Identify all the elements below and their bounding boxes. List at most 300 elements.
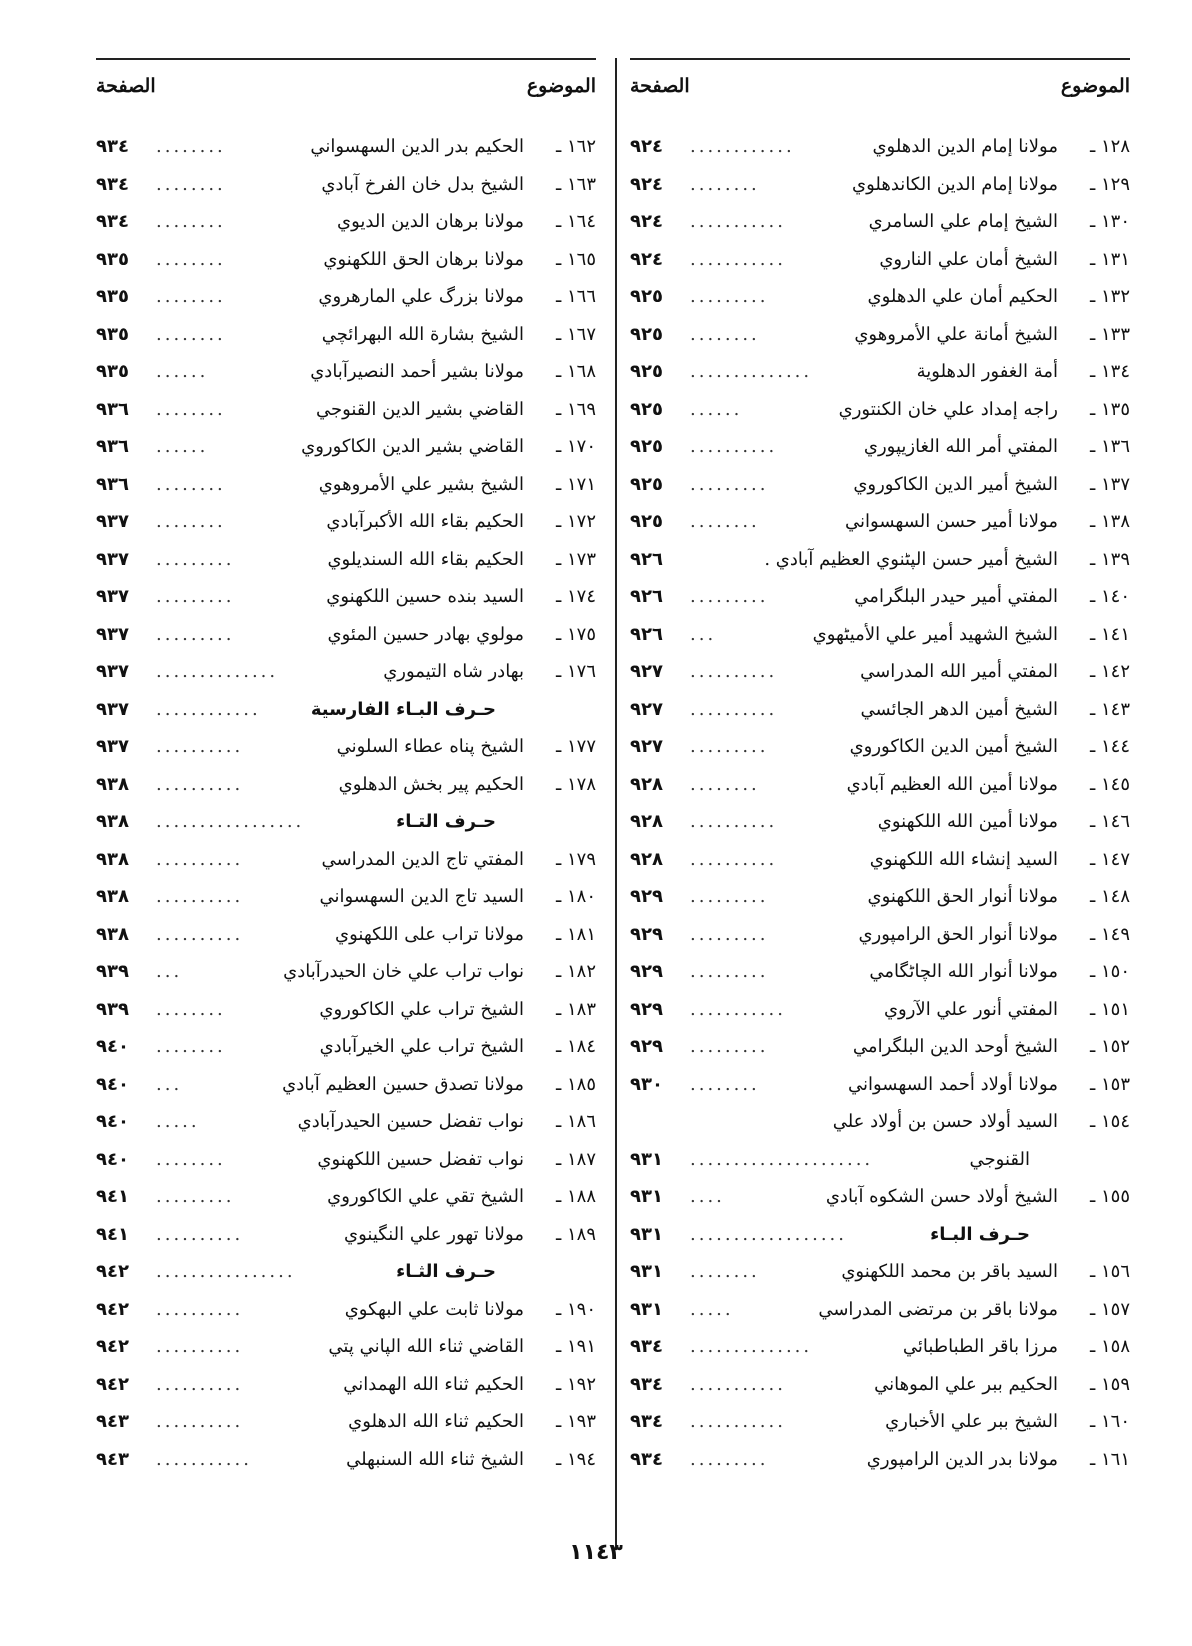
dot-leader: .........: [690, 923, 769, 945]
column-header-left: [96, 75, 596, 115]
entry-number: ١٤١ ـ: [1089, 623, 1130, 645]
entry-title: مولانا برهان الحق اللكهنوي: [323, 248, 524, 270]
entry-page: ٩٣٧: [96, 736, 129, 757]
section-heading-row: [96, 803, 596, 841]
column-header-right: [630, 75, 1130, 115]
entry-title: السيد أولاد حسن بن أولاد علي: [832, 1111, 1058, 1132]
dot-leader: ..............: [690, 1336, 813, 1357]
entry-number: ١٥٦ ـ: [1089, 1261, 1130, 1282]
entry-number: ١٩٣ ـ: [555, 1411, 596, 1432]
entry-title: الشيخ بشير علي الأمروهوي: [318, 473, 524, 495]
index-entry: [630, 728, 1130, 766]
dot-leader: ........: [156, 511, 226, 532]
index-entry: [96, 241, 596, 279]
entry-title: المفتي أمر الله الغازيپوري: [863, 436, 1058, 457]
entry-number: ١٦٥ ـ: [555, 248, 596, 270]
dot-leader: ........: [156, 173, 226, 195]
entry-page: ٩٤٣: [96, 1411, 129, 1432]
entry-title: مولانا أنوار الحق اللكهنوي: [867, 886, 1058, 907]
dot-leader: ........: [156, 323, 226, 345]
entry-number: ١٨٢ ـ: [555, 961, 596, 982]
dot-leader: ........: [156, 398, 226, 420]
entry-page: ٩٢٤: [630, 248, 663, 270]
entry-number: ١٣٧ ـ: [1089, 473, 1130, 495]
dot-leader: .........: [690, 586, 769, 607]
entry-number: ١٨١ ـ: [555, 923, 596, 945]
dot-leader: ...: [690, 623, 717, 645]
entry-number: ١٨٠ ـ: [555, 886, 596, 907]
entry-title: مولانا إمام الدين الكاندهلوي: [852, 173, 1058, 195]
dot-leader: ..................: [690, 1223, 847, 1245]
index-entry: [96, 128, 596, 166]
entry-title: مولانا بزرگ علي المارهروي: [318, 286, 524, 307]
index-entry: [96, 353, 596, 391]
entry-page: ٩٣٨: [96, 811, 129, 832]
dot-leader: ..........: [690, 811, 778, 832]
entry-page: ٩٢٥: [630, 286, 663, 307]
index-entry: [96, 166, 596, 204]
dot-leader: ................: [156, 1261, 296, 1282]
entry-page: ٩٣٥: [96, 286, 129, 307]
index-entry: [630, 353, 1130, 391]
index-entry: [96, 728, 596, 766]
index-entry: [630, 803, 1130, 841]
entry-page: ٩٢٤: [630, 173, 663, 195]
entry-title: مولانا بدر الدين الرامپوري: [866, 1448, 1058, 1470]
index-entry: [96, 878, 596, 916]
dot-leader: .........: [690, 286, 769, 307]
index-entry: [630, 916, 1130, 954]
entry-title: مولانا ثابت علي البهكوي: [344, 1298, 524, 1320]
page-heading: الصفحة: [630, 75, 690, 97]
index-entry: [630, 878, 1130, 916]
dot-leader: ...: [156, 1073, 183, 1095]
dot-leader: ..........: [156, 1223, 244, 1245]
index-entry: [630, 616, 1130, 654]
index-entry: [630, 428, 1130, 466]
entry-number: ١٧٦ ـ: [555, 661, 596, 682]
entry-title: الشيخ تراب علي الخيرآبادي: [319, 1036, 524, 1057]
entry-number: ١٣٠ ـ: [1089, 211, 1130, 232]
entry-page: ٩٣٩: [96, 998, 129, 1020]
entry-page: ٩٢٦: [630, 623, 663, 645]
index-entry: [96, 278, 596, 316]
dot-leader: ........: [690, 323, 760, 345]
index-entry: [96, 316, 596, 354]
entry-number: ١٩١ ـ: [555, 1336, 596, 1357]
dot-leader: ......: [156, 436, 209, 457]
entry-number: ١٦١ ـ: [1089, 1448, 1130, 1470]
entry-number: ١٩٤ ـ: [555, 1448, 596, 1470]
entry-number: ١٧٤ ـ: [555, 586, 596, 607]
entry-title: الشيخ أمان علي الناروي: [879, 248, 1058, 270]
entry-page: ٩٢٤: [630, 211, 663, 232]
entry-number: ١٦٦ ـ: [555, 286, 596, 307]
entry-page: ٩٣٥: [96, 323, 129, 345]
entry-page: ٩٣٧: [96, 511, 129, 532]
entry-number: ١٣٥ ـ: [1089, 398, 1130, 420]
entry-title: الشيخ بدل خان الفرخ آبادي: [321, 173, 524, 195]
index-entry: [630, 1253, 1130, 1291]
entry-title: مولانا تصدق حسين العظيم آبادي: [282, 1073, 524, 1095]
entry-page: ٩٢٦: [630, 586, 663, 607]
entry-title: الحكيم ثناء الله الهمداني: [343, 1373, 524, 1395]
dot-leader: ....: [690, 1186, 725, 1207]
index-entry: [630, 1441, 1130, 1479]
dot-leader: .........: [690, 1448, 769, 1470]
entry-number: ١٧١ ـ: [555, 473, 596, 495]
entry-title: الحكيم بدر الدين السهسواني: [310, 136, 524, 157]
entry-number: ١٤٠ ـ: [1089, 586, 1130, 607]
index-entry: [96, 1066, 596, 1104]
index-entry: [630, 203, 1130, 241]
entry-page: ٩٣١: [630, 1148, 663, 1170]
entry-number: ١٧٨ ـ: [555, 773, 596, 795]
entry-title: حـرف البـاء الفارسية: [310, 698, 496, 720]
entry-number: ١٢٩ ـ: [1089, 173, 1130, 195]
entry-page: ٩٣١: [630, 1186, 663, 1207]
dot-leader: ...........: [690, 248, 786, 270]
dot-leader: .........: [690, 1036, 769, 1057]
index-entry: [630, 278, 1130, 316]
entry-title: نواب تفضل حسين اللكهنوي: [317, 1148, 524, 1170]
index-entry: [96, 428, 596, 466]
index-entry: [630, 991, 1130, 1029]
index-entry: [96, 1216, 596, 1254]
entry-page: ٩٣٨: [96, 848, 129, 870]
entry-title: مولانا أمين الله العظيم آبادي: [846, 773, 1058, 795]
entry-page: ٩٤١: [96, 1223, 129, 1245]
entry-title: الشيخ الشهيد أمير علي الأميٹهوي: [812, 623, 1058, 645]
index-column-right: [630, 128, 1130, 1478]
dot-leader: ........: [156, 211, 226, 232]
dot-leader: ..............: [156, 661, 279, 682]
section-heading-row: [96, 1253, 596, 1291]
entry-number: ١٩٢ ـ: [555, 1373, 596, 1395]
entry-title: الحكيم ثناء الله الدهلوي: [348, 1411, 524, 1432]
entry-number: ١٣٦ ـ: [1089, 436, 1130, 457]
column-divider: [615, 58, 617, 1548]
index-entry: [96, 1328, 596, 1366]
dot-leader: ........: [156, 1036, 226, 1057]
entry-title: الشيخ ثناء الله السنبهلي: [346, 1448, 524, 1470]
index-entry: [630, 953, 1130, 991]
index-entry: [96, 578, 596, 616]
entry-page: ٩٣٤: [630, 1373, 663, 1395]
index-entry: [96, 653, 596, 691]
index-entry: [630, 841, 1130, 879]
dot-leader: ..........: [156, 1373, 244, 1395]
dot-leader: ........: [156, 998, 226, 1020]
entry-page: ٩٢٨: [630, 773, 663, 795]
dot-leader: .........: [156, 623, 235, 645]
entry-page: ٩٣٤: [96, 211, 129, 232]
index-entry: [630, 503, 1130, 541]
entry-number: ١٨٣ ـ: [555, 998, 596, 1020]
index-entry: [630, 166, 1130, 204]
entry-number: ١٦٩ ـ: [555, 398, 596, 420]
index-entry: [96, 1141, 596, 1179]
entry-number: ١٧٢ ـ: [555, 511, 596, 532]
index-entry: [630, 1028, 1130, 1066]
index-entry: [630, 391, 1130, 429]
top-rule-left: [96, 58, 596, 60]
entry-page: ٩٣٧: [96, 548, 129, 570]
entry-number: ١٧٥ ـ: [555, 623, 596, 645]
index-entry: [630, 316, 1130, 354]
entry-page: ٩٤١: [96, 1186, 129, 1207]
entry-title: مولانا باقر بن مرتضى المدراسي: [818, 1298, 1058, 1320]
index-entry: [96, 1103, 596, 1141]
subject-heading: الموضوع: [1060, 75, 1130, 97]
index-entry: [630, 1291, 1130, 1329]
entry-number: ١٨٩ ـ: [555, 1223, 596, 1245]
dot-leader: ..........: [156, 1336, 244, 1357]
entry-title: المفتي أمير حيدر البلگرامي: [854, 586, 1058, 607]
index-entry: [96, 1441, 596, 1479]
index-entry: [630, 1066, 1130, 1104]
entry-number: ١٤٤ ـ: [1089, 736, 1130, 757]
index-entry: [630, 128, 1130, 166]
entry-title: أمة الغفور الدهلوية: [916, 361, 1058, 382]
entry-number: ١٣٣ ـ: [1089, 323, 1130, 345]
entry-title: مولانا أنوار الحق الرامپوري: [858, 923, 1058, 945]
entry-title: مولانا بشير أحمد النصيرآبادي: [310, 361, 524, 382]
dot-leader: ..........: [156, 1298, 244, 1320]
entry-number: ١٨٤ ـ: [555, 1036, 596, 1057]
entry-title: مولانا تراب على اللكهنوي: [335, 923, 524, 945]
entry-page: ٩٤٠: [96, 1148, 129, 1170]
entry-number: ١٥٤ ـ: [1089, 1111, 1130, 1132]
entry-title: الحكيم ببر علي الموهاني: [874, 1373, 1058, 1395]
entry-title: الشيخ پناه عطاء السلوني: [336, 736, 524, 757]
entry-number: ١٧٣ ـ: [555, 548, 596, 570]
entry-number: ١٤٥ ـ: [1089, 773, 1130, 795]
dot-leader: ........: [690, 511, 760, 532]
entry-title: حـرف التـاء: [396, 811, 496, 832]
dot-leader: ..........: [690, 848, 778, 870]
entry-page: ٩٢٧: [630, 736, 663, 757]
subject-heading: الموضوع: [526, 75, 596, 97]
entry-number: ١٧٠ ـ: [555, 436, 596, 457]
entry-number: ١٦٣ ـ: [555, 173, 596, 195]
entry-title: الشيخ أمين الدهر الجائسي: [860, 698, 1058, 720]
entry-page: ٩٢٩: [630, 961, 663, 982]
index-entry: [630, 653, 1130, 691]
entry-page: ٩٣٤: [96, 136, 129, 157]
index-entry: [96, 1366, 596, 1404]
index-entry: [96, 391, 596, 429]
dot-leader: .....: [690, 1298, 734, 1320]
entry-page: ٩٢٥: [630, 436, 663, 457]
entry-number: ١٤٧ ـ: [1089, 848, 1130, 870]
dot-leader: ........: [156, 136, 226, 157]
entry-number: ١٢٨ ـ: [1089, 136, 1130, 157]
entry-title: الشيخ تقي علي الكاكوروي: [327, 1186, 524, 1207]
dot-leader: ......: [690, 398, 743, 420]
index-entry: [630, 1141, 1130, 1179]
index-entry: [630, 1103, 1130, 1141]
entry-title: القاضي ثناء الله الپاني پتي: [328, 1336, 524, 1357]
dot-leader: ...........: [690, 1373, 786, 1395]
entry-number: ١٦٤ ـ: [555, 211, 596, 232]
dot-leader: ........: [690, 1073, 760, 1095]
dot-leader: ..........: [690, 436, 778, 457]
entry-number: ١٣٤ ـ: [1089, 361, 1130, 382]
entry-page: ٩٤٠: [96, 1073, 129, 1095]
dot-leader: ........: [156, 248, 226, 270]
entry-title: السيد بنده حسين اللكهنوي: [326, 586, 524, 607]
entry-page: ٩٣١: [630, 1223, 663, 1245]
index-entry: [96, 991, 596, 1029]
entry-page: ٩٤٢: [96, 1298, 129, 1320]
entry-title: مولانا إمام الدين الدهلوي: [872, 136, 1058, 157]
entry-title: المفتي أنور علي الآروي: [883, 998, 1058, 1020]
entry-title: مولانا أمين الله اللكهنوي: [877, 811, 1058, 832]
entry-page: ٩٣٦: [96, 473, 129, 495]
entry-title: السيد باقر بن محمد اللكهنوي: [841, 1261, 1058, 1282]
dot-leader: .........: [690, 886, 769, 907]
entry-title: راجه إمداد علي خان الكنتوري: [838, 398, 1058, 420]
entry-title: الشيخ أمانة علي الأمروهوي: [854, 323, 1058, 345]
index-entry: [96, 616, 596, 654]
index-entry: [630, 466, 1130, 504]
entry-page: ٩٤٢: [96, 1261, 129, 1282]
entry-title: الشيخ أولاد حسن الشكوه آبادي: [825, 1186, 1058, 1207]
page-heading: الصفحة: [96, 75, 156, 97]
entry-title: الحكيم بقاء الله السنديلوي: [327, 548, 524, 570]
entry-page: ٩٤٠: [96, 1111, 129, 1132]
dot-leader: .................: [156, 811, 305, 832]
entry-page: ٩٣٤: [96, 173, 129, 195]
entry-number: ١٥١ ـ: [1089, 998, 1130, 1020]
entry-title: حـرف البـاء: [930, 1223, 1030, 1245]
entry-number: ١٥٠ ـ: [1089, 961, 1130, 982]
entry-title: مرزا باقر الطباطبائي: [902, 1336, 1058, 1357]
entry-number: ١٦٧ ـ: [555, 323, 596, 345]
entry-page: ٩٣٥: [96, 361, 129, 382]
index-entry: [96, 541, 596, 579]
entry-title: المفتي أمير الله المدراسي: [860, 661, 1058, 682]
entry-number: ١٣٨ ـ: [1089, 511, 1130, 532]
dot-leader: ........: [690, 1261, 760, 1282]
entry-page: ٩٣٠: [630, 1073, 663, 1095]
entry-number: ١٨٧ ـ: [555, 1148, 596, 1170]
index-entry: [96, 766, 596, 804]
index-entry: [96, 916, 596, 954]
dot-leader: .........: [690, 961, 769, 982]
entry-page: ٩٢٦: [630, 548, 663, 570]
entry-page: ٩٤٢: [96, 1373, 129, 1395]
entry-page: ٩٤٢: [96, 1336, 129, 1357]
dot-leader: ..........: [156, 886, 244, 907]
entry-title: نواب تفضل حسين الحيدرآبادي: [297, 1111, 524, 1132]
entry-page: ٩٣٤: [630, 1411, 663, 1432]
dot-leader: .........: [690, 473, 769, 495]
entry-title: الشيخ إمام علي السامري: [868, 211, 1058, 232]
entry-title: الشيخ أمير حسن الپٹنوي العظيم آبادي .: [764, 548, 1058, 570]
entry-title: مولانا أمير حسن السهسواني: [845, 511, 1058, 532]
entry-number: ١٥٩ ـ: [1089, 1373, 1130, 1395]
entry-page: ٩٣٨: [96, 773, 129, 795]
entry-page: ٩٢٨: [630, 848, 663, 870]
section-heading-row: [96, 691, 596, 729]
dot-leader: ..........: [156, 736, 244, 757]
entry-number: ١٤٩ ـ: [1089, 923, 1130, 945]
dot-leader: ..............: [690, 361, 813, 382]
dot-leader: ...: [156, 961, 183, 982]
entry-page: ٩٣٧: [96, 586, 129, 607]
dot-leader: .....................: [690, 1148, 874, 1170]
entry-number: ١٦٠ ـ: [1089, 1411, 1130, 1432]
dot-leader: ........: [156, 1148, 226, 1170]
entry-number: ١٤٨ ـ: [1089, 886, 1130, 907]
entry-title: مولانا أولاد أحمد السهسواني: [847, 1073, 1058, 1095]
entry-number: ١٧٩ ـ: [555, 848, 596, 870]
entry-page: ٩٣٧: [96, 698, 129, 720]
entry-number: ١٨٦ ـ: [555, 1111, 596, 1132]
entry-page: ٩٣٤: [630, 1448, 663, 1470]
section-heading-row: [630, 1216, 1130, 1254]
entry-title: الشيخ أمير الدين الكاكوروي: [853, 473, 1058, 495]
dot-leader: .........: [156, 586, 235, 607]
entry-number: ١٨٥ ـ: [555, 1073, 596, 1095]
dot-leader: ...........: [156, 1448, 252, 1470]
top-rule-right: [630, 58, 1130, 60]
dot-leader: ........: [690, 773, 760, 795]
dot-leader: .........: [156, 1186, 235, 1207]
entry-page: ٩٢٧: [630, 661, 663, 682]
entry-title: القنوجي: [969, 1148, 1030, 1170]
index-entry: [630, 241, 1130, 279]
index-entry: [630, 1366, 1130, 1404]
entry-number: ١٥٣ ـ: [1089, 1073, 1130, 1095]
index-entry: [630, 1403, 1130, 1441]
entry-page: ٩٢٩: [630, 1036, 663, 1057]
entry-number: ١٥٢ ـ: [1089, 1036, 1130, 1057]
entry-title: مولانا تهور علي النگينوي: [344, 1223, 524, 1245]
index-entry: [630, 578, 1130, 616]
entry-title: القاضي بشير الدين القنوجي: [315, 398, 524, 420]
entry-page: ٩٤٠: [96, 1036, 129, 1057]
dot-leader: ............: [156, 698, 261, 720]
dot-leader: ..........: [156, 1411, 244, 1432]
index-entry: [96, 1028, 596, 1066]
dot-leader: ........: [156, 473, 226, 495]
entry-title: مولوي بهادر حسين المئوي: [327, 623, 524, 645]
entry-page: ٩٤٣: [96, 1448, 129, 1470]
entry-number: ١٥٨ ـ: [1089, 1336, 1130, 1357]
index-entry: [96, 1291, 596, 1329]
entry-number: ١٤٦ ـ: [1089, 811, 1130, 832]
entry-page: ٩٢٥: [630, 398, 663, 420]
entry-page: ٩٢٥: [630, 323, 663, 345]
entry-title: مولانا أنوار الله الچاٹگامي: [869, 961, 1058, 982]
index-entry: [630, 691, 1130, 729]
entry-title: الحكيم أمان علي الدهلوي: [867, 286, 1058, 307]
entry-number: ١٣٢ ـ: [1089, 286, 1130, 307]
index-entry: [630, 1178, 1130, 1216]
entry-title: الشيخ تراب علي الكاكوروي: [319, 998, 524, 1020]
entry-page: ٩٣٩: [96, 961, 129, 982]
dot-leader: ......: [156, 361, 209, 382]
entry-page: ٩٢٩: [630, 886, 663, 907]
dot-leader: .....: [156, 1111, 200, 1132]
entry-number: ١٥٧ ـ: [1089, 1298, 1130, 1320]
entry-number: ١٧٧ ـ: [555, 736, 596, 757]
dot-leader: ............: [690, 136, 795, 157]
entry-number: ١٤٣ ـ: [1089, 698, 1130, 720]
